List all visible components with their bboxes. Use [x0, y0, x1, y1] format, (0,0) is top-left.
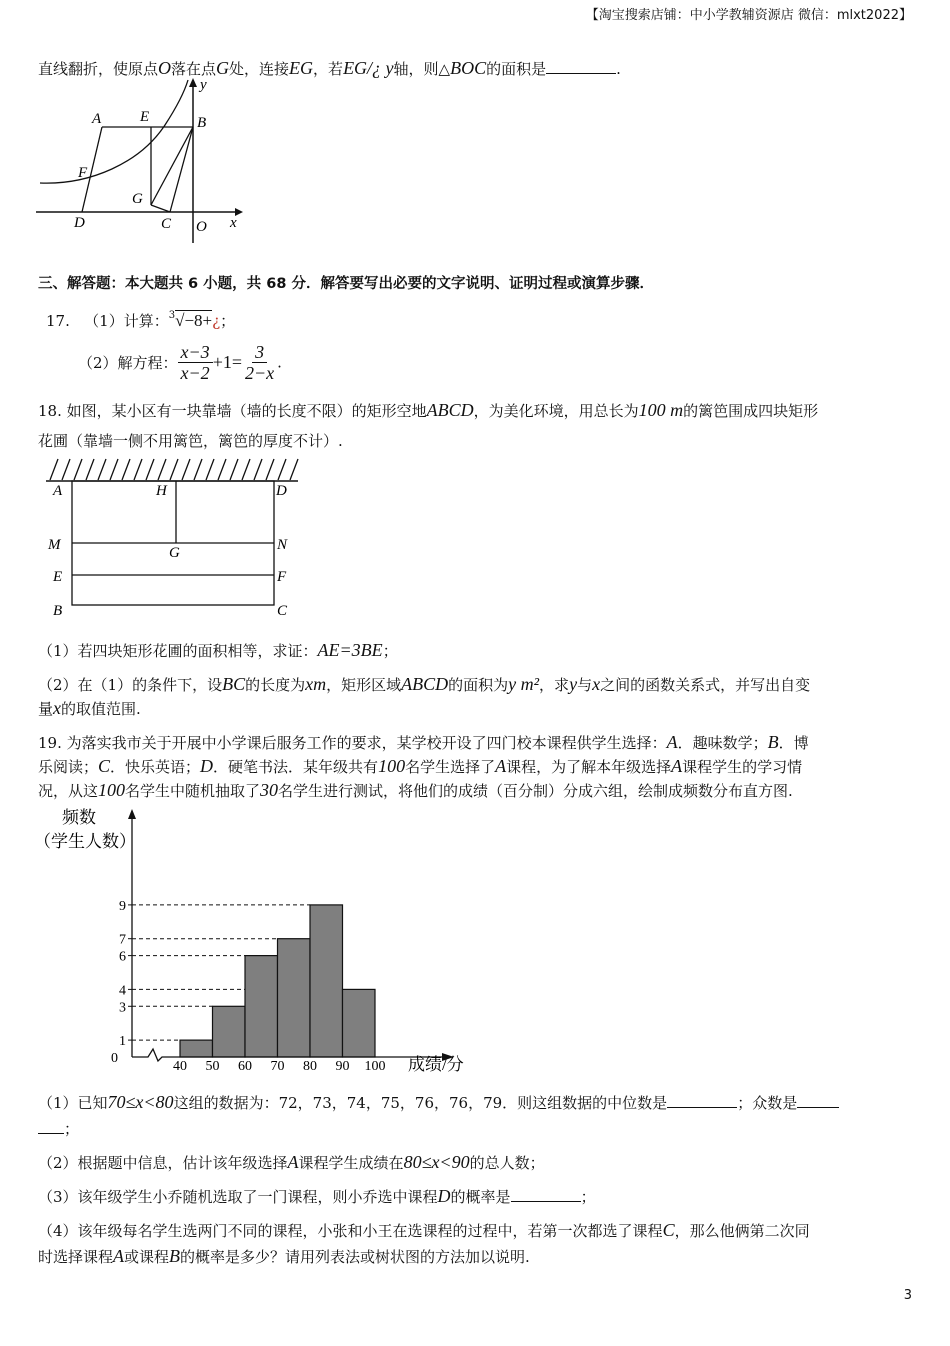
median-blank — [667, 1093, 737, 1108]
label-B: B — [53, 603, 63, 619]
hatch-mark — [74, 459, 82, 480]
label-D: D — [74, 215, 85, 231]
label-A: A — [92, 111, 102, 127]
hatch-mark — [242, 459, 250, 480]
q18-sub1: （1）若四块矩形花圃的面积相等，求证：AE=3BE； — [38, 640, 398, 660]
hatch-mark — [146, 459, 154, 480]
hatch-mark — [254, 459, 262, 480]
page-header: 【淘宝搜索店铺：中小学教辅资源店 微信：mlxt2022】 — [585, 8, 912, 23]
hatch-mark — [266, 459, 274, 480]
hist-bars — [180, 905, 375, 1057]
x-tick-label: 40 — [173, 1059, 187, 1074]
y-tick-label: 7 — [119, 932, 126, 948]
curve — [40, 80, 188, 183]
y-arrow — [189, 78, 197, 87]
q19-line3: 况，从这100名学生中随机抽取了30名学生进行测试，将他们的成绩（百分制）分成六组，绘制成频数分布直方图. — [38, 780, 793, 800]
hatch-mark — [290, 459, 298, 480]
q19-sub4-line1: （4）该年级每名学生选两门不同的课程，小张和小王在选课程的过程中，若第一次都选了课程C，那么他俩第二次同 — [38, 1220, 810, 1240]
q19-sub1-line1: （1）已知70≤x<80这组的数据为：72，73，74，75，76，76，79．则这组数据的中位数是 ；众数是 — [38, 1092, 839, 1113]
label-E: E — [53, 569, 63, 585]
y-axis-label-line2: （学生人数） — [34, 832, 136, 851]
hist-bar — [180, 1040, 213, 1057]
label-A: A — [53, 483, 63, 499]
hatch-mark — [98, 459, 106, 480]
q18-line1: 18. 如图，某小区有一块靠墙（墙的长度不限）的矩形空地ABCD，为美化环境，用总长为100 m的篱笆围成四块矩形 — [38, 400, 819, 420]
label-N: N — [277, 537, 288, 553]
x-tick-label: 50 — [205, 1059, 220, 1074]
label-F: F — [277, 569, 287, 585]
label-M: M — [48, 537, 61, 553]
y-tick-label: 3 — [119, 1000, 126, 1016]
fraction-2: $\frac{3}{2-x}$ — [245, 342, 275, 383]
hist-bar — [213, 1006, 246, 1057]
page-number: 3 — [903, 1288, 912, 1303]
y-axis-label-line1: 频数 — [62, 808, 96, 827]
label-O: O — [196, 219, 207, 235]
q19-sub2: （2）根据题中信息，估计该年级选择A课程学生成绩在80≤x<90的总人数； — [38, 1152, 545, 1172]
probability-blank — [511, 1187, 581, 1202]
q19-sub3: （3）该年级学生小乔随机选取了一门课程，则小乔选中课程D的概率是 ； — [38, 1186, 596, 1206]
x-tick-label: 80 — [303, 1059, 317, 1074]
q18-sub2-line2: 量x的取值范围. — [38, 698, 141, 718]
q19-sub1-line2: ； — [38, 1118, 79, 1139]
q16-text: 直线翻折，使原点O落在点G处，连接EG，若EG/¿ y轴，则△BOC的面积是 . — [38, 58, 621, 78]
y-tick-label: 1 — [119, 1034, 126, 1050]
label-y: y — [200, 77, 207, 93]
hatch-mark — [218, 459, 226, 480]
hist-bar — [310, 905, 343, 1057]
q19-sub4-line2: 时选择课程A或课程B的概率是多少？请用列表法或树状图的方法加以说明. — [38, 1246, 530, 1266]
section-heading: 三、解答题：本大题共 6 小题，共 68 分．解答要写出必要的文字说明、证明过程或演算步骤． — [38, 276, 654, 292]
hist-x-ticks — [173, 1059, 386, 1074]
hatch-mark — [158, 459, 166, 480]
label-C: C — [277, 603, 288, 619]
label-F: F — [78, 165, 88, 181]
x-axis-label: 成绩/分 — [408, 1055, 464, 1074]
q16-figure — [30, 75, 250, 245]
y-tick-label: 4 — [119, 983, 126, 999]
hatch-mark — [170, 459, 178, 480]
q17-part2: （2）解方程： $\frac{x-3}{x-2}$ +1= $\frac{3}{2-x}$ . — [78, 342, 282, 383]
label-x: x — [230, 215, 237, 231]
label-G: G — [132, 191, 143, 207]
label-C: C — [161, 216, 172, 232]
label-H: H — [156, 483, 167, 499]
q17-part1: 17. （1）计算：$^3$√−8+¿； — [46, 310, 236, 330]
label-G: G — [169, 545, 180, 561]
x-tick-label: 60 — [238, 1059, 252, 1074]
hist-bar — [278, 939, 311, 1057]
q18-sub2-line1: （2）在（1）的条件下，设BC的长度为xm，矩形区域ABCD的面积为y m²，求y与x之间的函数关系式，并写出自变 — [38, 674, 811, 694]
hatch-mark — [230, 459, 238, 480]
q18-line2: 花圃（靠墙一侧不用篱笆，篱笆的厚度不计）. — [38, 432, 343, 450]
hatch-mark — [206, 459, 214, 480]
fraction-1: $\frac{x-3}{x-2}$ — [178, 342, 213, 383]
x-tick-label: 70 — [270, 1059, 285, 1074]
q19-line1: 19. 为落实我市关于开展中小学课后服务工作的要求，某学校开设了四门校本课程供学生选择：A．趣味数学；B．博 — [38, 732, 809, 752]
hist-bar — [343, 989, 376, 1057]
y-tick-label: 9 — [119, 898, 126, 914]
hatch-mark — [122, 459, 130, 480]
answer-blank — [546, 59, 616, 74]
hatch-mark — [194, 459, 202, 480]
q19-line2: 乐阅读；C．快乐英语；D．硬笔书法．某年级共有100名学生选择了A课程，为了解本年级选择A课程学生的学习情 — [38, 756, 803, 776]
y-tick-label: 6 — [119, 949, 126, 965]
hatch-mark — [62, 459, 70, 480]
hist-y-ticks — [111, 899, 126, 1066]
label-D: D — [276, 483, 287, 499]
histogram-chart — [30, 805, 490, 1080]
hatch-mark — [134, 459, 142, 480]
x-tick-label: 90 — [335, 1059, 350, 1074]
wall-hatch — [50, 459, 298, 480]
q18-figure — [36, 455, 311, 623]
y-tick-label: 0 — [111, 1051, 118, 1066]
y-axis-arrow — [128, 809, 136, 819]
x-tick-label: 100 — [364, 1059, 386, 1074]
hatch-mark — [278, 459, 286, 480]
label-B: B — [197, 115, 207, 131]
label-E: E — [140, 109, 150, 125]
mode-blank — [797, 1093, 839, 1108]
hist-bar — [245, 956, 278, 1057]
hatch-mark — [182, 459, 190, 480]
hatch-mark — [110, 459, 118, 480]
hatch-mark — [50, 459, 58, 480]
hatch-mark — [86, 459, 94, 480]
